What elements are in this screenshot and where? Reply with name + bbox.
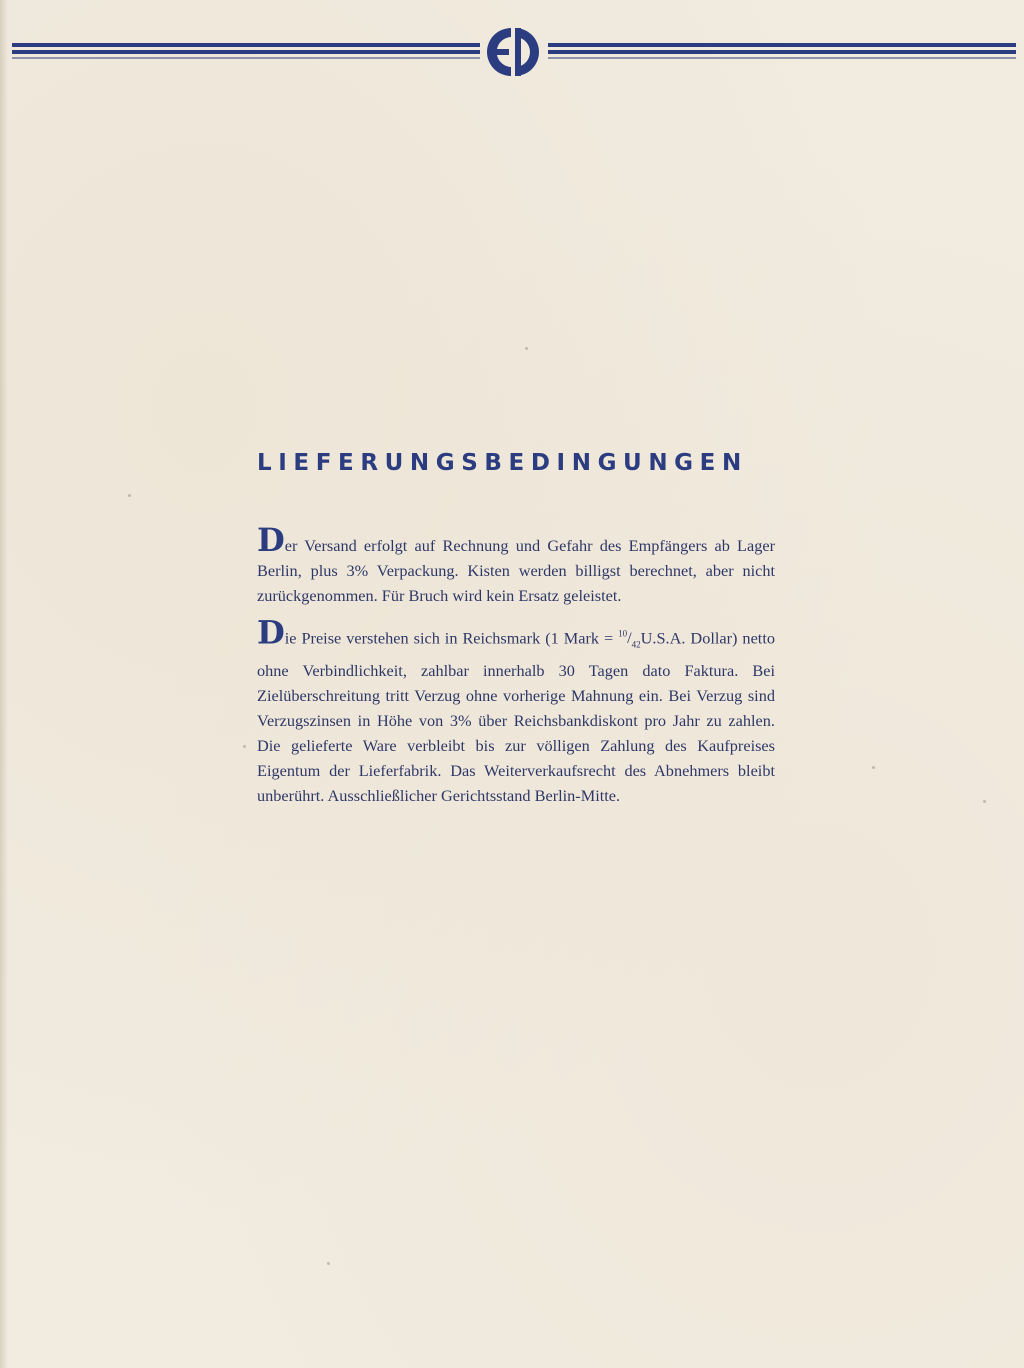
rule-line	[548, 50, 1016, 54]
paragraph-text: ie Preise verstehen sich in Reichsmark (1 Mark =	[284, 628, 619, 648]
paragraph-shipping	[257, 521, 775, 608]
ed-monogram-logo-icon	[487, 26, 539, 78]
dropcap: D	[257, 613, 285, 652]
dropcap: D	[257, 521, 285, 559]
rule-line	[12, 57, 480, 59]
letterhead	[0, 26, 1024, 82]
paragraph-text: U.S.A. Dollar) netto ohne Verbindlichkeit, zahlbar innerhalb 30 Tagen dato Faktura. Bei Zielüberschreitung tritt Verzug ohne vorherige Mahnung ein. Bei Verzug sind Verzugszinsen in Höhe von 3% über Reichsbankdiskont pro Jahr zu zahlen. Die gelieferte Ware verbleibt bis zur völligen Zahlung des Kaufpreises Eigentum der Lieferfabrik. Das Weiterverkaufsrecht des Abnehmers bleibt unberührt. Ausschließlicher Gerichtsstand Berlin-Mitte.	[257, 628, 775, 805]
paper-speck	[525, 347, 528, 350]
rule-line	[548, 57, 1016, 59]
header-rule-right	[548, 43, 1016, 63]
paragraph-text: er Versand erfolgt auf Rechnung und Gefahr des Empfängers ab Lager Berlin, plus 3% Verpackung. Kisten werden billigst berechnet, aber nicht zurückgenommen. Für Bruch wird kein Ersatz geleistet.	[257, 536, 775, 605]
paper-speck	[983, 800, 986, 803]
paper-speck	[243, 745, 246, 748]
rule-line	[12, 43, 480, 47]
paper-speck	[128, 494, 131, 497]
page-title: LIEFERUNGSBEDINGUNGEN	[257, 450, 748, 476]
fraction-numerator: 10	[618, 629, 628, 639]
paper-speck	[327, 1262, 330, 1265]
paragraph-prices	[257, 613, 775, 808]
rule-line	[548, 43, 1016, 47]
terms-section	[257, 448, 775, 822]
fraction: $^{10}/_{42}$	[618, 628, 641, 650]
paper-speck	[872, 766, 875, 769]
fraction-denominator: 42	[631, 639, 641, 650]
header-rule-left	[12, 43, 480, 63]
rule-line	[12, 50, 480, 54]
page-edge-shadow	[0, 0, 8, 1368]
